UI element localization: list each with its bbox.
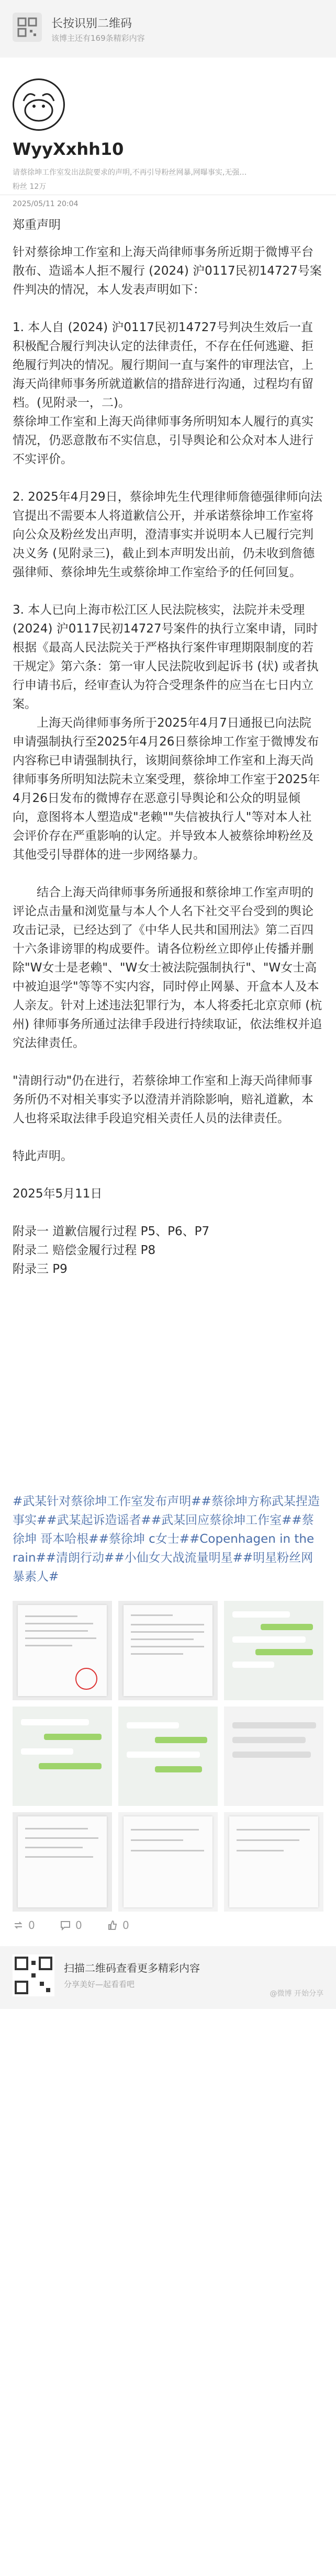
share-qr-code-icon[interactable] <box>13 1954 54 1996</box>
profile-description: 请蔡徐坤工作室发出法院要求的声明,不再引导粉丝网暴,网曝事实,无强… <box>13 168 247 177</box>
weibo-brand-mark: @微博 开始分享 <box>270 1990 323 1998</box>
post-heading: 郑重声明 <box>13 218 61 232</box>
post-paragraph-1: 1. 本人自 (2024) 沪0117民初14727号判决生效后一直积极配合履行判决认定的法律责任，不存在任何逃避、拒绝履行判决的情况。履行期间一直与案件的审理法官，上海天尚律师事务所就道歉信的措辞进行沟通，过程均有留档。(见附录一，二)。 <box>13 321 313 410</box>
share-title: 扫描二维码查看更多精彩内容 <box>64 1962 200 1974</box>
document-thumbnail <box>124 1605 212 1696</box>
repost-button[interactable] <box>13 1919 35 1931</box>
appendix-3: 附录三 P9 <box>13 1262 68 1276</box>
document-thumbnail <box>18 1605 107 1696</box>
photo-3[interactable] <box>224 1601 323 1700</box>
post-paragraph-2: 2. 2025年4月29日，蔡徐坤先生代理律师詹德强律师向法官提出不需要本人将道歉信公开，并承诺蔡徐坤工作室将向公众及粉丝发出声明，澄清事实并说明本人已履行完判决义务 (见附录三)，截止到本声明发出前，仍未收到詹德强律师、蔡徐坤先生或蔡徐坤工作室给予的任何回复。 <box>13 490 322 579</box>
post-paragraph-5: "清朗行动"仍在进行，若蔡徐坤工作室和上海天尚律师事务所仍不对相关事实予以澄清并消除影响，赔礼道歉，本人也将采取法律手段追究相关责任人员的法律责任。 <box>13 1074 313 1125</box>
post-intro: 针对蔡徐坤工作室和上海天尚律师事务所近期于微博平台散布、造谣本人拒不履行 (2024) 沪0117民初14727号案件判决的情况，本人发表声明如下： <box>13 245 322 297</box>
share-subtitle: 分享美好—起看看吧 <box>64 1980 135 1989</box>
appendix-2: 附录二 赔偿金履行过程 P8 <box>13 1244 156 1257</box>
photo-6[interactable] <box>224 1707 323 1806</box>
follower-count: 粉丝 12万 <box>13 183 47 191</box>
qr-banner[interactable] <box>0 0 336 58</box>
photo-5[interactable] <box>118 1707 218 1806</box>
appendix-1: 附录一 道歉信履行过程 P5、P6、P7 <box>13 1225 210 1238</box>
comment-count: 0 <box>75 1919 82 1931</box>
like-icon <box>107 1919 118 1931</box>
post-paragraph-3: 3. 本人已向上海市松江区人民法院核实，法院并未受理 (2024) 沪0117民初14727号案件的执行立案申请，同时根据《最高人民法院关于严格执行案件审理期限制度的若干规定》第六条：第一审人民法院收到起诉书 (状) 或者执行申请书后，经审查认为符合受理条件的应当在七日内立案。 <box>13 603 319 711</box>
qr-banner-title: 长按识别二维码 <box>51 17 132 30</box>
post-paragraph-1b: 蔡徐坤工作室和上海天尚律师事务所明知本人履行的真实情况，仍恶意散布不实信息，引导舆论和公众对本人进行不实评价。 <box>13 415 313 466</box>
like-button[interactable] <box>107 1919 129 1931</box>
username[interactable]: WyyXxhh10 <box>13 139 124 159</box>
comment-button[interactable] <box>60 1919 82 1931</box>
photo-7[interactable] <box>13 1812 112 1912</box>
document-thumbnail <box>124 1816 212 1907</box>
repost-count: 0 <box>28 1919 35 1931</box>
photo-9[interactable] <box>224 1812 323 1912</box>
post-closing: 特此声明。 <box>13 1149 73 1163</box>
photo-1[interactable] <box>13 1601 112 1700</box>
post-paragraph-3b: 上海天尚律师事务所于2025年4月7日通报已向法院申请强制执行至2025年4月26日蔡徐坤工作室于微博发布内容称已申请强制执行，该期间蔡徐坤工作室和上海天尚律师事务所明知法院未立案受理，蔡徐坤工作室于2025年4月26日发布的微博存在恶意引导舆论和公众的明显倾向，意图将本人塑造成"老赖""失信被执行人"等对本人社会评价存在严重影响的认定。并导致本人被蔡徐坤粉丝及其他受引导群体的进一步网络暴力。 <box>13 716 320 862</box>
repost-icon <box>13 1919 24 1931</box>
qr-banner-subtitle: 该博主还有169条精彩内容 <box>51 33 145 43</box>
avatar[interactable] <box>13 78 65 131</box>
post-actions <box>13 1919 323 1938</box>
photo-8[interactable] <box>118 1812 218 1912</box>
like-count: 0 <box>122 1919 129 1931</box>
photo-4[interactable] <box>13 1707 112 1806</box>
photo-2[interactable] <box>118 1601 218 1700</box>
hashtag-list[interactable]: #武某针对蔡徐坤工作室发布声明##蔡徐坤方称武某捏造事实##武某起诉造谣者##武某回应蔡徐坤工作室##蔡徐坤 哥本哈根##蔡徐坤 c女士##Copenhagen in the rain##清朗行动##小仙女大战流量明星##明星粉丝网暴素人# <box>13 1495 320 1584</box>
qr-code-icon <box>13 13 42 42</box>
share-footer <box>0 1946 336 2009</box>
post-paragraph-4: 结合上海天尚律师事务所通报和蔡徐坤工作室声明的评论点击量和浏览量与本人个人名下社交平台受到的舆论攻击记录，已经达到了《中华人民共和国刑法》第二百四十六条诽谤罪的构成要件。请各位粉丝立即停止传播并删除"W女士是老赖"、"W女士被法院强制执行"、"W女士高中被迫退学"等等不实内容，同时停止网暴、开盒本人及本人亲友。针对上述违法犯罪行为，本人将委托北京京师 (杭州) 律师事务所通过法律手段进行持续取证，依法维权并追究法律责任。 <box>13 886 322 1050</box>
post-body <box>13 216 322 1279</box>
document-thumbnail <box>229 1816 318 1907</box>
post-timestamp: 2025/05/11 20:04 <box>13 200 79 208</box>
comment-icon <box>60 1919 71 1931</box>
document-thumbnail <box>18 1816 107 1907</box>
post-date: 2025年5月11日 <box>13 1187 103 1201</box>
blank-area <box>0 2009 336 2576</box>
